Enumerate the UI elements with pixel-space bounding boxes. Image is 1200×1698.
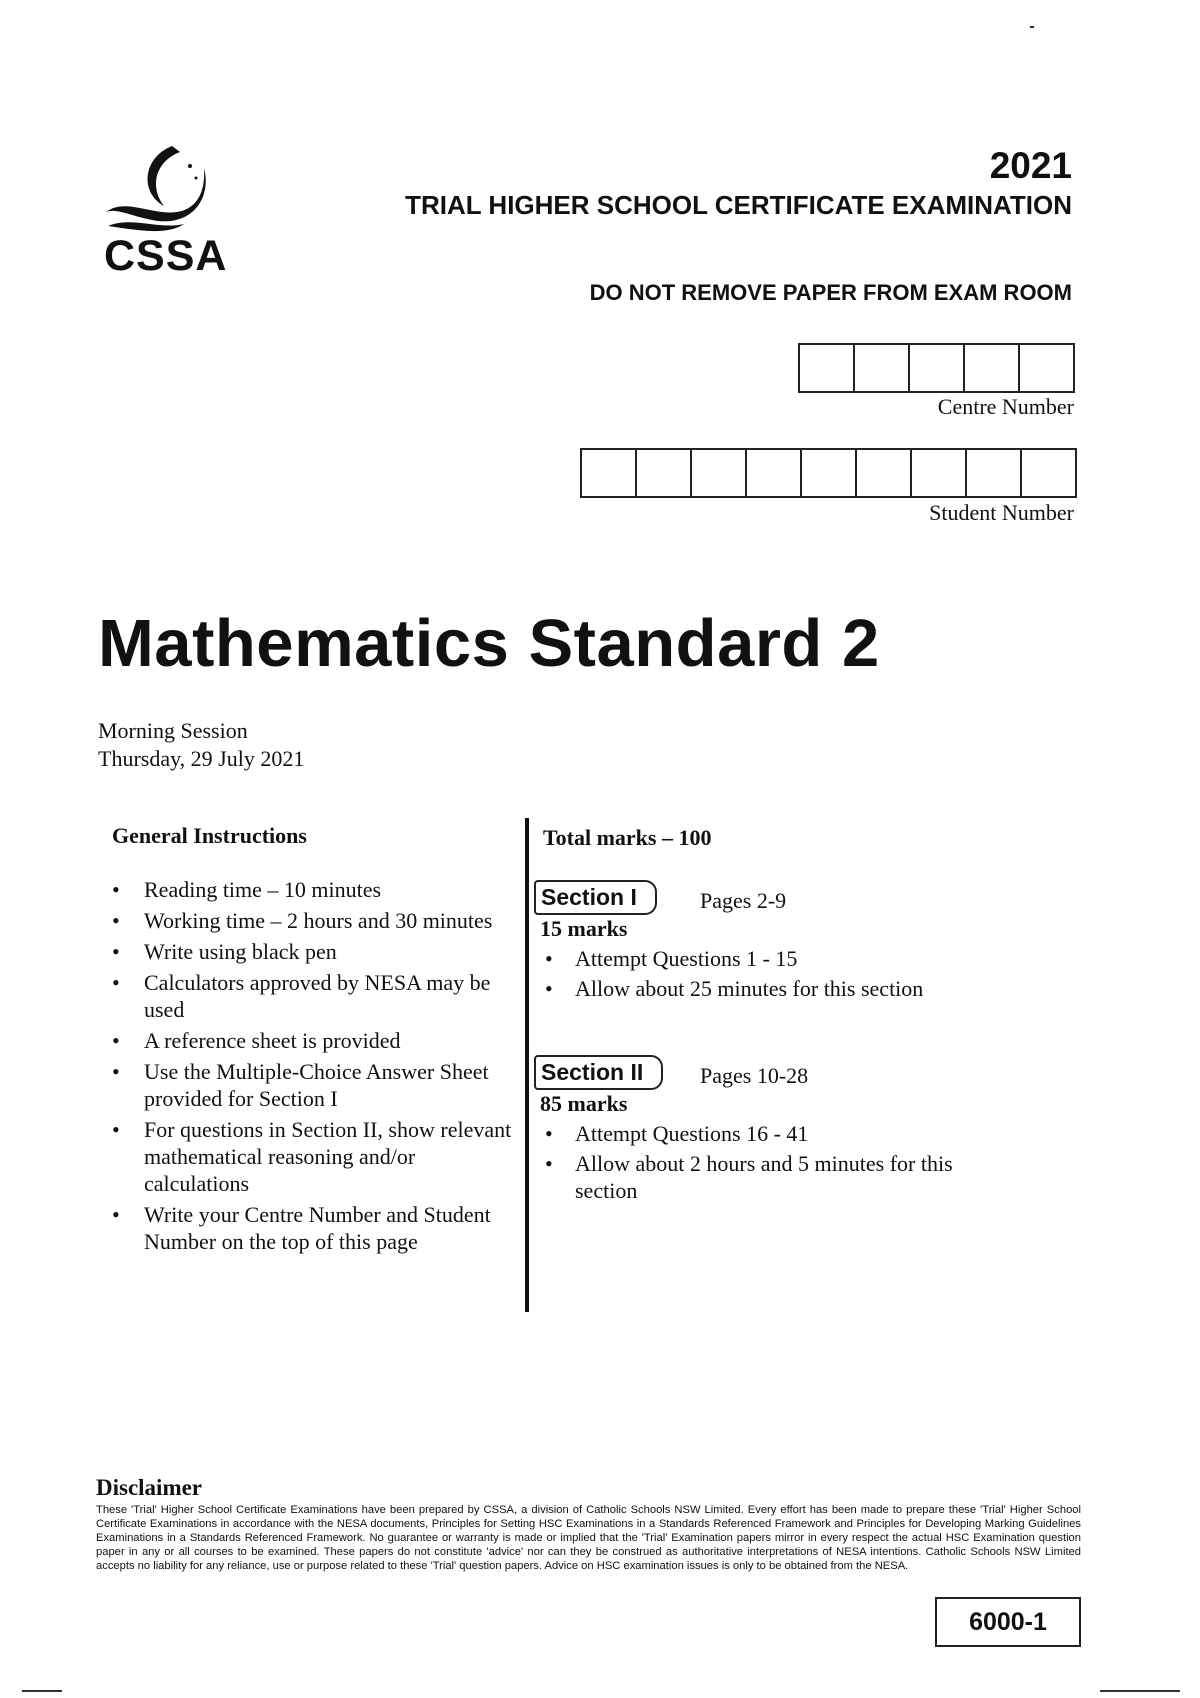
- section-1-instructions: [545, 945, 1015, 1005]
- centre-number-cell[interactable]: [908, 343, 965, 393]
- exam-title: TRIAL HIGHER SCHOOL CERTIFICATE EXAMINATION: [405, 190, 1072, 220]
- list-item: • Reading time – 10 minutes: [112, 876, 512, 903]
- section-2-label: Section II: [534, 1055, 663, 1090]
- list-item: • A reference sheet is provided: [112, 1027, 512, 1054]
- section-1-label: Section I: [534, 880, 657, 915]
- logo-text: CSSA: [104, 232, 228, 280]
- centre-number-label: Centre Number: [937, 394, 1074, 419]
- list-item: • Write your Centre Number and Student Number on the top of this page: [112, 1201, 512, 1255]
- student-number-cell[interactable]: [635, 448, 692, 498]
- student-number-cell[interactable]: [855, 448, 912, 498]
- centre-number-cell[interactable]: [1018, 343, 1075, 393]
- section-2-instructions: [545, 1120, 1015, 1207]
- exam-year: 2021: [989, 145, 1072, 186]
- centre-number-boxes[interactable]: [800, 343, 1075, 393]
- subject-title: Mathematics Standard 2: [98, 606, 880, 681]
- section-2-pages: Pages 10-28: [700, 1063, 809, 1088]
- list-item: • Use the Multiple-Choice Answer Sheet provided for Section I: [112, 1058, 512, 1112]
- exam-room-notice: DO NOT REMOVE PAPER FROM EXAM ROOM: [589, 280, 1072, 305]
- disclaimer-heading: Disclaimer: [96, 1475, 203, 1500]
- list-item: • Attempt Questions 1 - 15: [545, 945, 1015, 972]
- student-number-cell[interactable]: [910, 448, 967, 498]
- column-divider: [525, 818, 529, 1312]
- total-marks: Total marks – 100: [543, 825, 712, 850]
- student-number-cell[interactable]: [1020, 448, 1077, 498]
- scan-mark: [1030, 26, 1034, 28]
- exam-date: Thursday, 29 July 2021: [98, 746, 305, 771]
- centre-number-cell[interactable]: [798, 343, 855, 393]
- list-item: • Allow about 2 hours and 5 minutes for this section: [545, 1150, 1015, 1204]
- list-item: • Attempt Questions 16 - 41: [545, 1120, 1015, 1147]
- disclaimer-text: These 'Trial' Higher School Certificate Examinations have been prepared by CSSA, a division of Catholic Schools NSW Limited. Every effort has been made to prepare these 'Trial' Higher School Certificate Examinations in accordance with the NESA documents, Principles for Setting HSC Examinations in a Standards Referenced Framework and Principles for Developing Marking Guidelines Examinations in a Standards Referenced Framework. No guarantee or warranty is made or implied that the 'Trial' Examination papers mirror in every respect the actual HSC Examination question paper in any or all courses to be examined. These papers do not constitute 'advice' nor can they be construed as authoritative interpretations of NESA intentions. Catholic Schools NSW Limited accepts no liability for any reliance, use or purpose related to these 'Trial' question papers. Advice on HSC examination issues is only to be obtained from the NESA.: [96, 1504, 1081, 1572]
- section-2-marks: 85 marks: [540, 1091, 628, 1116]
- student-number-cell[interactable]: [800, 448, 857, 498]
- list-item: • Working time – 2 hours and 30 minutes: [112, 907, 512, 934]
- list-item: • Calculators approved by NESA may be used: [112, 969, 512, 1023]
- student-number-label: Student Number: [929, 500, 1074, 525]
- scan-mark: [22, 1690, 62, 1692]
- section-1-pages: Pages 2-9: [700, 888, 787, 913]
- student-number-cell[interactable]: [580, 448, 637, 498]
- scan-mark: [1100, 1690, 1180, 1692]
- student-number-cell[interactable]: [965, 448, 1022, 498]
- centre-number-cell[interactable]: [963, 343, 1020, 393]
- student-number-cell[interactable]: [690, 448, 747, 498]
- general-instructions-list: [112, 876, 512, 1259]
- student-number-cell[interactable]: [745, 448, 802, 498]
- session-label: Morning Session: [98, 718, 248, 743]
- section-1-marks: 15 marks: [540, 916, 628, 941]
- list-item: • Allow about 25 minutes for this section: [545, 975, 1015, 1002]
- general-instructions-heading: General Instructions: [112, 823, 307, 848]
- paper-code: 6000-1: [935, 1597, 1081, 1647]
- list-item: • For questions in Section II, show relevant mathematical reasoning and/or calculations: [112, 1116, 512, 1197]
- centre-number-cell[interactable]: [853, 343, 910, 393]
- student-number-boxes[interactable]: [582, 448, 1077, 498]
- list-item: • Write using black pen: [112, 938, 512, 965]
